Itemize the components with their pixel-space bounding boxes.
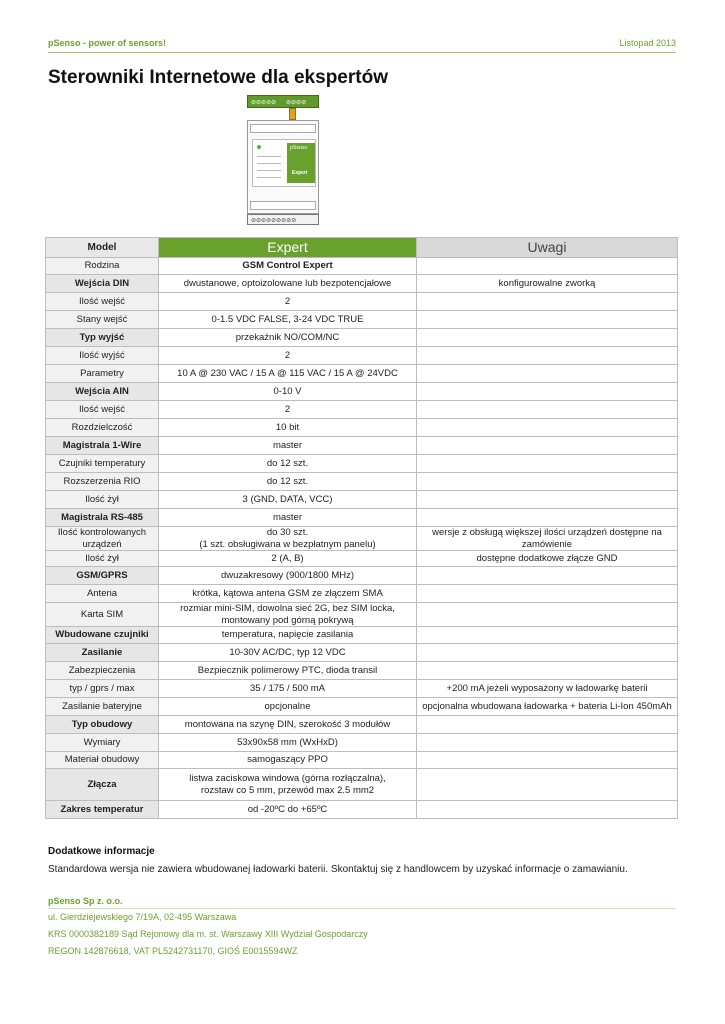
row-value: 2 [159,347,417,365]
table-row [46,644,678,662]
row-value: 2 [159,401,417,419]
table-row [46,698,678,716]
row-label: Karta SIM [46,603,159,627]
device-line [257,163,281,164]
row-value: przekaźnik NO/COM/NC [159,329,417,347]
row-label: Ilość żył [46,551,159,567]
table-row [46,716,678,734]
footer-divider [48,908,676,909]
table-row [46,401,678,419]
row-note [417,567,678,585]
row-value: do 12 szt. [159,473,417,491]
device-model: Expert [292,170,308,176]
row-value: samogaszący PPO [159,752,417,769]
row-value: 10-30V AC/DC, typ 12 VDC [159,644,417,662]
table-row [46,347,678,365]
additional-info-text: Standardowa wersja nie zawiera wbudowanej ładowarki baterii. Skontaktuj się z handlowcem by uzyskać informacje o zamawianiu. [48,864,628,875]
header-divider [48,52,676,53]
additional-info-heading: Dodatkowe informacje [48,846,155,857]
row-label: Rodzina [46,258,159,275]
row-note [417,329,678,347]
device-led [257,145,261,149]
row-note [417,258,678,275]
device-body [247,120,319,214]
spec-table-body [46,258,678,819]
device-line [257,170,281,171]
row-value: temperatura, napięcie zasilania [159,627,417,644]
row-label: Wejścia DIN [46,275,159,293]
device-top-terminals: ⊘⊘⊘⊘⊘ ⊘⊘⊘⊘ [247,95,319,108]
table-row [46,258,678,275]
row-note [417,662,678,680]
device-logo: pSenso [290,145,308,151]
row-note: opcjonalna wbudowana ładowarka + bateria Li-Ion 450mAh [417,698,678,716]
row-value: master [159,509,417,527]
row-label: Złącza [46,769,159,801]
row-note [417,585,678,603]
row-note: +200 mA jeżeli wyposażony w ładowarkę baterii [417,680,678,698]
column-header-expert: Expert [159,238,417,258]
table-row [46,437,678,455]
table-row [46,509,678,527]
row-value: 3 (GND, DATA, VCC) [159,491,417,509]
table-row [46,383,678,401]
row-note [417,644,678,662]
page-title: Sterowniki Internetowe dla ekspertów [48,67,388,88]
row-label: Typ obudowy [46,716,159,734]
table-row [46,365,678,383]
table-header-row [46,238,678,258]
row-label: Zakres temperatur [46,801,159,819]
row-note [417,401,678,419]
row-label: Zasilanie bateryjne [46,698,159,716]
device-line [257,177,281,178]
table-row [46,551,678,567]
table-row [46,734,678,752]
row-note [417,473,678,491]
row-label: typ / gprs / max [46,680,159,698]
row-value: 0-10 V [159,383,417,401]
row-label: Rozdzielczość [46,419,159,437]
page-header [48,38,676,52]
row-label: Typ wyjść [46,329,159,347]
table-row [46,293,678,311]
device-bottom-terminals: ⊘⊘⊘⊘⊘⊘⊘⊘⊘ [247,214,319,225]
row-note: konfigurowalne zworką [417,275,678,293]
row-value: 2 (A, B) [159,551,417,567]
row-label: Rozszerzenia RIO [46,473,159,491]
row-label: Antena [46,585,159,603]
row-label: Ilość wejść [46,401,159,419]
row-note [417,627,678,644]
column-header-notes: Uwagi [417,238,678,258]
row-label: Wbudowane czujniki [46,627,159,644]
row-value: GSM Control Expert [159,258,417,275]
row-label: Zabezpieczenia [46,662,159,680]
row-value: krótka, kątowa antena GSM ze złączem SMA [159,585,417,603]
footer-address: ul. Gierdziejewskiego 7/19A, 02-495 Warszawa [48,912,237,922]
row-value: 2 [159,293,417,311]
row-value: montowana na szynę DIN, szerokość 3 modułów [159,716,417,734]
footer-company: pSenso Sp z. o.o. [48,896,123,906]
row-label: Czujniki temperatury [46,455,159,473]
row-label: Stany wejść [46,311,159,329]
row-note [417,311,678,329]
row-label: Ilość wyjść [46,347,159,365]
row-note [417,801,678,819]
device-line [257,156,281,157]
row-label: Magistrala 1-Wire [46,437,159,455]
table-row [46,662,678,680]
device-label-strip [250,124,316,133]
row-note [417,347,678,365]
table-row [46,680,678,698]
row-note [417,603,678,627]
row-note [417,716,678,734]
row-value: do 30 szt. (1 szt. obsługiwana w bezpłatnym panelu) [159,527,417,551]
footer-regon: REGON 142876618, VAT PL5242731170, GIOŚ E0015594WZ [48,946,298,956]
table-row [46,801,678,819]
row-note [417,419,678,437]
row-note [417,365,678,383]
row-note [417,455,678,473]
row-value: od -20ºC do +65ºC [159,801,417,819]
table-row [46,567,678,585]
row-value: do 12 szt. [159,455,417,473]
footer-krs: KRS 0000382189 Sąd Rejonowy dla m. st. Warszawy XIII Wydział Gospodarczy [48,929,368,939]
device-green-label [287,143,315,183]
row-note [417,769,678,801]
table-row [46,603,678,627]
spec-table [45,237,678,819]
row-label: Magistrala RS-485 [46,509,159,527]
device-label-strip-bottom [250,201,316,210]
row-value: master [159,437,417,455]
row-note [417,437,678,455]
table-row [46,329,678,347]
row-note: wersje z obsługą większej ilości urządzeń dostępne na zamówienie [417,527,678,551]
row-label: Ilość żył [46,491,159,509]
row-label: Ilość wejść [46,293,159,311]
row-label: Wejścia AIN [46,383,159,401]
row-label: GSM/GPRS [46,567,159,585]
row-label: Ilość kontrolowanych urządzeń [46,527,159,551]
table-row [46,419,678,437]
table-row [46,752,678,769]
row-label: Wymiary [46,734,159,752]
table-row [46,627,678,644]
row-value: 0-1.5 VDC FALSE, 3-24 VDC TRUE [159,311,417,329]
row-value: 53x90x58 mm (WxHxD) [159,734,417,752]
row-label: Zasilanie [46,644,159,662]
row-value: 10 A @ 230 VAC / 15 A @ 115 VAC / 15 A @ 24VDC [159,365,417,383]
row-note [417,293,678,311]
device-image [247,95,319,225]
table-row [46,473,678,491]
header-date: Listopad 2013 [619,38,676,48]
row-value: Bezpiecznik polimerowy PTC, dioda transil [159,662,417,680]
row-value: rozmiar mini-SIM, dowolna sieć 2G, bez SIM locka, montowany pod górną pokrywą [159,603,417,627]
table-row [46,275,678,293]
row-note [417,734,678,752]
table-row [46,769,678,801]
row-note [417,752,678,769]
table-row [46,527,678,551]
table-row [46,585,678,603]
header-brand: pSenso - power of sensors! [48,38,167,48]
row-note: dostępne dodatkowe złącze GND [417,551,678,567]
row-label: Parametry [46,365,159,383]
row-value: 10 bit [159,419,417,437]
row-value: dwustanowe, optoizolowane lub bezpotencjałowe [159,275,417,293]
table-row [46,455,678,473]
row-note [417,491,678,509]
row-value: opcjonalne [159,698,417,716]
row-label: Materiał obudowy [46,752,159,769]
column-header-model: Model [46,238,159,258]
row-value: 35 / 175 / 500 mA [159,680,417,698]
row-note [417,383,678,401]
table-row [46,311,678,329]
row-value: dwuzakresowy (900/1800 MHz) [159,567,417,585]
device-antenna-connector [289,108,296,120]
row-note [417,509,678,527]
table-row [46,491,678,509]
row-value: listwa zaciskowa windowa (górna rozłączalna), rozstaw co 5 mm, przewód max 2.5 mm2 [159,769,417,801]
